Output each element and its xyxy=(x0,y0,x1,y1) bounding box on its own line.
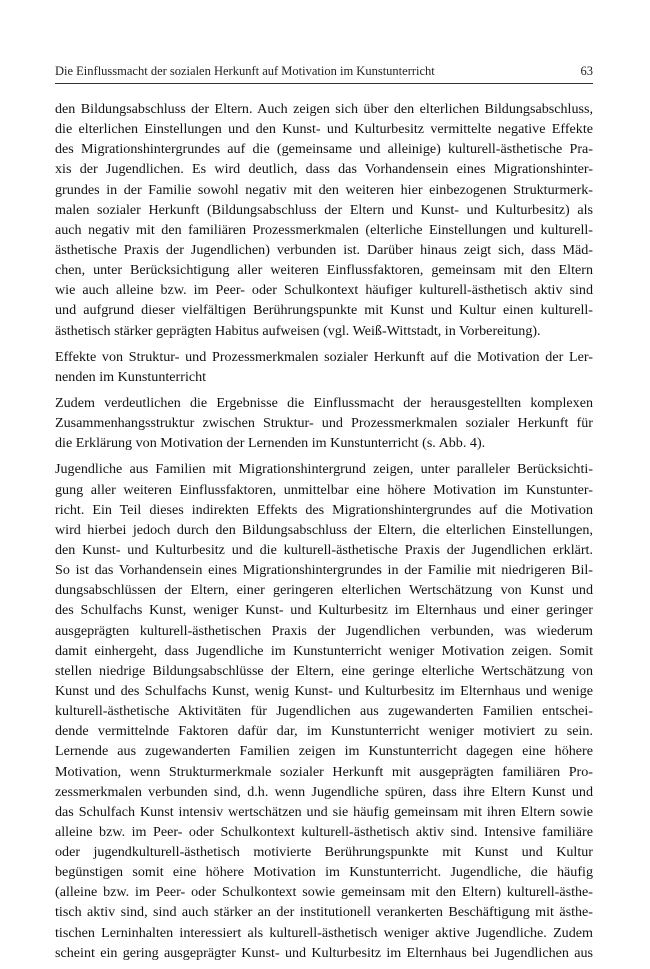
text-line: Motivation, wenn Strukturmerkmale sozialer Herkunft mit ausgeprägten familiären Pro- xyxy=(55,763,593,780)
text-line: gung aller weiteren Einflussfaktoren, unmittelbar eine höhere Motivation im Kunstunter- xyxy=(55,481,593,498)
text-line: alleine bzw. im Peer- oder Schulkontext kulturell-ästhetisch aktiv sind. Intensive familiäre xyxy=(55,823,593,840)
text-line: auch negativ mit den familiären Prozessmerkmalen (elterliche Einstellungen und kulturell- xyxy=(55,221,593,238)
text-line: des Schulfachs Kunst, weniger Kunst- und Kulturbesitz im Elternhaus und einer geringer xyxy=(55,602,593,619)
paragraph xyxy=(55,99,593,341)
text-line: ästhetische Praxis der Jugendlichen) verbunden ist. Darüber hinaus zeigt sich, dass Mäd- xyxy=(55,241,593,258)
text-line: Lernende aus zugewanderten Familien zeigen im Kunstunterricht dagegen eine höhere xyxy=(55,743,593,760)
text-line: tischen Lerninhalten interessiert als kulturell-ästhetisch weniger aktive Jugendliche. Zudem xyxy=(55,924,593,941)
running-title: Die Einflussmacht der sozialen Herkunft auf Motivation im Kunstunterricht xyxy=(55,64,435,78)
text-line: ästhetisch stärker geprägten Habitus aufweisen (vgl. Weiß-Wittstadt, in Vorbereitung). xyxy=(55,322,541,339)
text-line: scheint ein gering ausgeprägter Kunst- und Kulturbesitz im Elternhaus bei Jugendlichen aus xyxy=(55,944,593,961)
text-line: stellen niedrige Bildungsabschlüsse der Eltern, eine geringe elterliche Wertschätzung von xyxy=(55,662,593,679)
text-line: nenden im Kunstunterricht xyxy=(55,368,207,385)
header-rule xyxy=(55,83,593,84)
text-line: zessmerkmalen verbunden sind, d.h. wenn Jugendliche spüren, dass ihre Eltern Kunst und xyxy=(55,783,593,800)
text-line: So ist das Vorhandensein eines Migrationshintergrundes in der Familie mit niedrigeren Bil- xyxy=(55,562,593,579)
text-line: grundes in der Familie sowohl negativ mit den weiteren hier einbezogenen Strukturmerk- xyxy=(55,181,593,198)
text-line: malen sozialer Herkunft (Bildungsabschluss der Eltern und Kunst- und Kulturbesitz) als xyxy=(55,201,593,218)
text-line: und aufgrund dieser vielfältigen Berührungspunkte mit Kunst und Kultur einen kulturell- xyxy=(55,302,593,319)
text-line: wird hierbei jedoch durch den Bildungsabschluss der Eltern, die elterlichen Einstellungen, xyxy=(55,521,593,538)
text-line: dende vermittelnde Faktoren dafür dar, im Kunstunterricht weniger motiviert zu sein. xyxy=(55,723,593,740)
text-line: kulturell-ästhetische Aktivitäten für Jugendlichen aus zugewanderten Familien entschei- xyxy=(55,703,593,720)
text-line: Zudem verdeutlichen die Ergebnisse die Einflussmacht der herausgestellten komplexen xyxy=(55,394,593,411)
text-line: des Migrationshintergrundes auf die (gemeinsame und alleinige) kulturell-ästhetische Pra- xyxy=(55,141,593,158)
page-number: 63 xyxy=(580,64,593,78)
text-line: oder jugendkulturell-ästhetisch motivierte Berührungspunkte mit Kunst und Kultur xyxy=(55,844,593,861)
running-header xyxy=(55,64,593,82)
paragraph xyxy=(55,393,593,453)
text-line: die elterlichen Einstellungen und den Kunst- und Kulturbesitz vermittelte negative Effekte xyxy=(55,121,593,138)
text-line: (alleine bzw. im Peer- oder Schulkontext sowie gemeinsam mit den Eltern) kulturell-ästhe- xyxy=(55,884,593,901)
text-line: Kunst und des Schulfachs Kunst, wenig Kunst- und Kulturbesitz im Elternhaus und wenige xyxy=(55,682,593,699)
body-text xyxy=(55,99,593,969)
paragraph xyxy=(55,347,593,387)
text-line: chen, unter Berücksichtigung aller weiteren Einflussfaktoren, gemeinsam mit den Eltern xyxy=(55,262,593,279)
text-line: den Bildungsabschluss der Eltern. Auch zeigen sich über den elterlichen Bildungsabschluss, xyxy=(55,101,593,117)
paragraph xyxy=(55,459,593,963)
text-line: tisch aktiv sind, sind auch stärker an der institutionell verankerten Beschäftigung mit ästhe- xyxy=(55,904,593,921)
text-line: Effekte von Struktur- und Prozessmerkmalen sozialer Herkunft auf die Motivation der Ler- xyxy=(55,348,593,365)
text-line: wie auch alleine bzw. im Peer- oder Schulkontext häufiger kulturell-ästhetisch aktiv sind xyxy=(55,282,593,299)
text-line: das Schulfach Kunst intensiv wertschätzen und sie häufig gemeinsam mit ihren Eltern sowie xyxy=(55,803,593,820)
text-line: den Kunst- und Kulturbesitz und die kulturell-ästhetische Praxis der Jugendlichen erklärt. xyxy=(55,541,593,558)
text-line: dungsabschlüssen der Eltern, einer geringeren elterlichen Wertschätzung von Kunst und xyxy=(55,582,593,599)
text-line: Jugendliche aus Familien mit Migrationshintergrund zeigen, unter paralleler Berücksichti- xyxy=(55,461,593,478)
text-line: Zusammenhangsstruktur zwischen Struktur- und Prozessmerkmalen sozialer Herkunft für xyxy=(55,415,593,432)
text-line: die Erklärung von Motivation der Lernenden im Kunstunterricht (s. Abb. 4). xyxy=(55,435,486,452)
text-line: ausgeprägten kulturell-ästhetischen Praxis der Jugendlichen verbunden, was wiederum xyxy=(55,622,593,639)
text-line: richt. Ein Teil dieses indirekten Effekts des Migrationshintergrundes auf die Motivation xyxy=(55,501,593,518)
text-line: damit einhergeht, dass Jugendliche im Kunstunterricht weniger Motivation zeigen. Somit xyxy=(55,642,593,659)
text-line: begünstigen somit eine höhere Motivation im Kunstunterricht. Jugendliche, die häufig xyxy=(55,864,593,881)
text-line: xis der Jugendlichen. Es wird deutlich, dass das Vorhandensein eines Migrationshinter- xyxy=(55,161,593,178)
